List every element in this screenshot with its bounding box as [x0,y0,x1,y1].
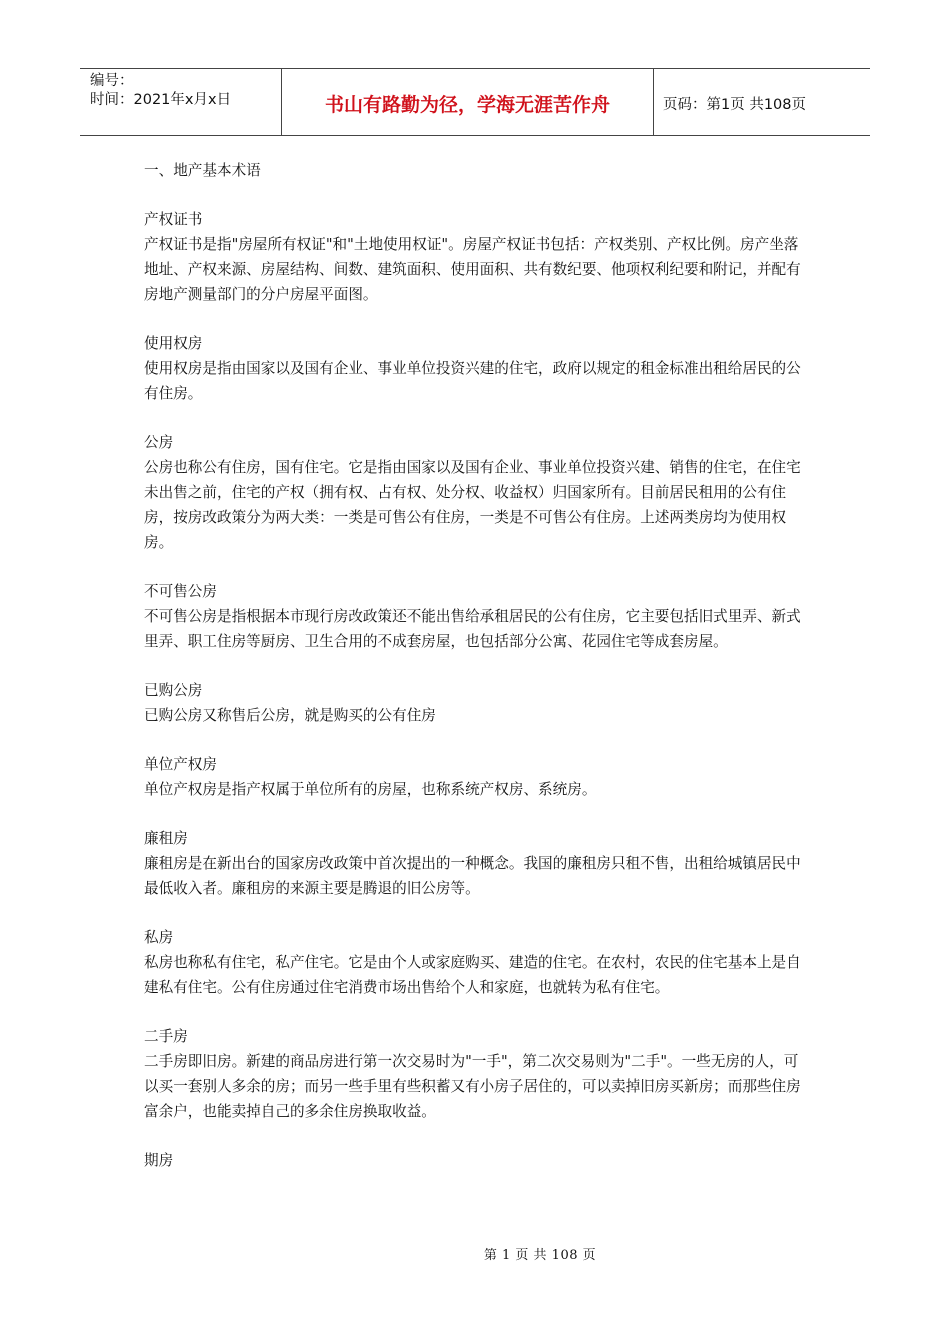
entry-term: 公房 [144,434,174,451]
entry-term: 产权证书 [144,211,203,228]
document-header [80,68,870,136]
entry-definition: 二手房即旧房。新建的商品房进行第一次交易时为"一手"，第二次交易则为"二手"。一些无房的人，可以买一套别人多余的房；而另一些手里有些积蓄又有小房子居住的，可以卖掉旧房买新房；而那些住房富余户，也能卖掉自己的多余住房换取收益。 [144,1053,801,1120]
entry-definition: 私房也称私有住宅，私产住宅。它是由个人或家庭购买、建造的住宅。在农村，农民的住宅基本上是自建私有住宅。公有住房通过住宅消费市场出售给个人和家庭，也就转为私有住宅。 [144,954,801,996]
entry-definition: 廉租房是在新出台的国家房改政策中首次提出的一种概念。我国的廉租房只租不售，出租给城镇居民中最低收入者。廉租房的来源主要是腾退的旧公房等。 [144,855,801,897]
entry-definition: 不可售公房是指根据本市现行房改政策还不能出售给承租居民的公有住房，它主要包括旧式里弄、新式里弄、职工住房等厨房、卫生合用的不成套房屋，也包括部分公寓、花园住宅等成套房屋。 [144,608,801,650]
entry-definition: 单位产权房是指产权属于单位所有的房屋，也称系统产权房、系统房。 [144,781,597,798]
entry-term: 廉租房 [144,830,188,847]
header-page-info: 页码：第1页 共108页 [663,96,807,113]
header-motto: 书山有路勤为径，学海无涯苦作舟 [282,69,654,135]
page-number: 第 1 页 共 108 页 [483,1248,597,1263]
header-meta [80,69,282,135]
entry-term: 单位产权房 [144,756,217,773]
entry-term: 不可售公房 [144,583,217,600]
page-footer [0,1244,950,1263]
entry-term: 已购公房 [144,682,203,699]
entry-list [144,207,804,1173]
entry-definition: 已购公房又称售后公房，就是购买的公有住房 [144,707,436,724]
document-body [144,158,804,1173]
entry-definition: 产权证书是指"房屋所有权证"和"土地使用权证"。房屋产权证书包括：产权类别、产权比例。房产坐落地址、产权来源、房屋结构、间数、建筑面积、使用面积、共有数纪要、他项权利纪要和附记，并配有房地产测量部门的分户房屋平面图。 [144,236,801,303]
section-title: 一、地产基本术语 [144,162,261,179]
entry-definition: 公房也称公有住房，国有住宅。它是指由国家以及国有企业、事业单位投资兴建、销售的住宅，在住宅未出售之前，住宅的产权（拥有权、占有权、处分权、收益权）归国家所有。目前居民租用的公有住房，按房改政策分为两大类：一类是可售公有住房，一类是不可售公有住房。上述两类房均为使用权房。 [144,459,801,551]
entry-term: 使用权房 [144,335,203,352]
entry-definition: 使用权房是指由国家以及国有企业、事业单位投资兴建的住宅，政府以规定的租金标准出租给居民的公有住房。 [144,360,801,402]
entry-term: 私房 [144,929,174,946]
entry-term: 二手房 [144,1028,188,1045]
document-time-label: 时间：2021年x月x日 [90,92,232,108]
entry-term: 期房 [144,1152,174,1169]
document-number-label: 编号： [90,73,134,89]
